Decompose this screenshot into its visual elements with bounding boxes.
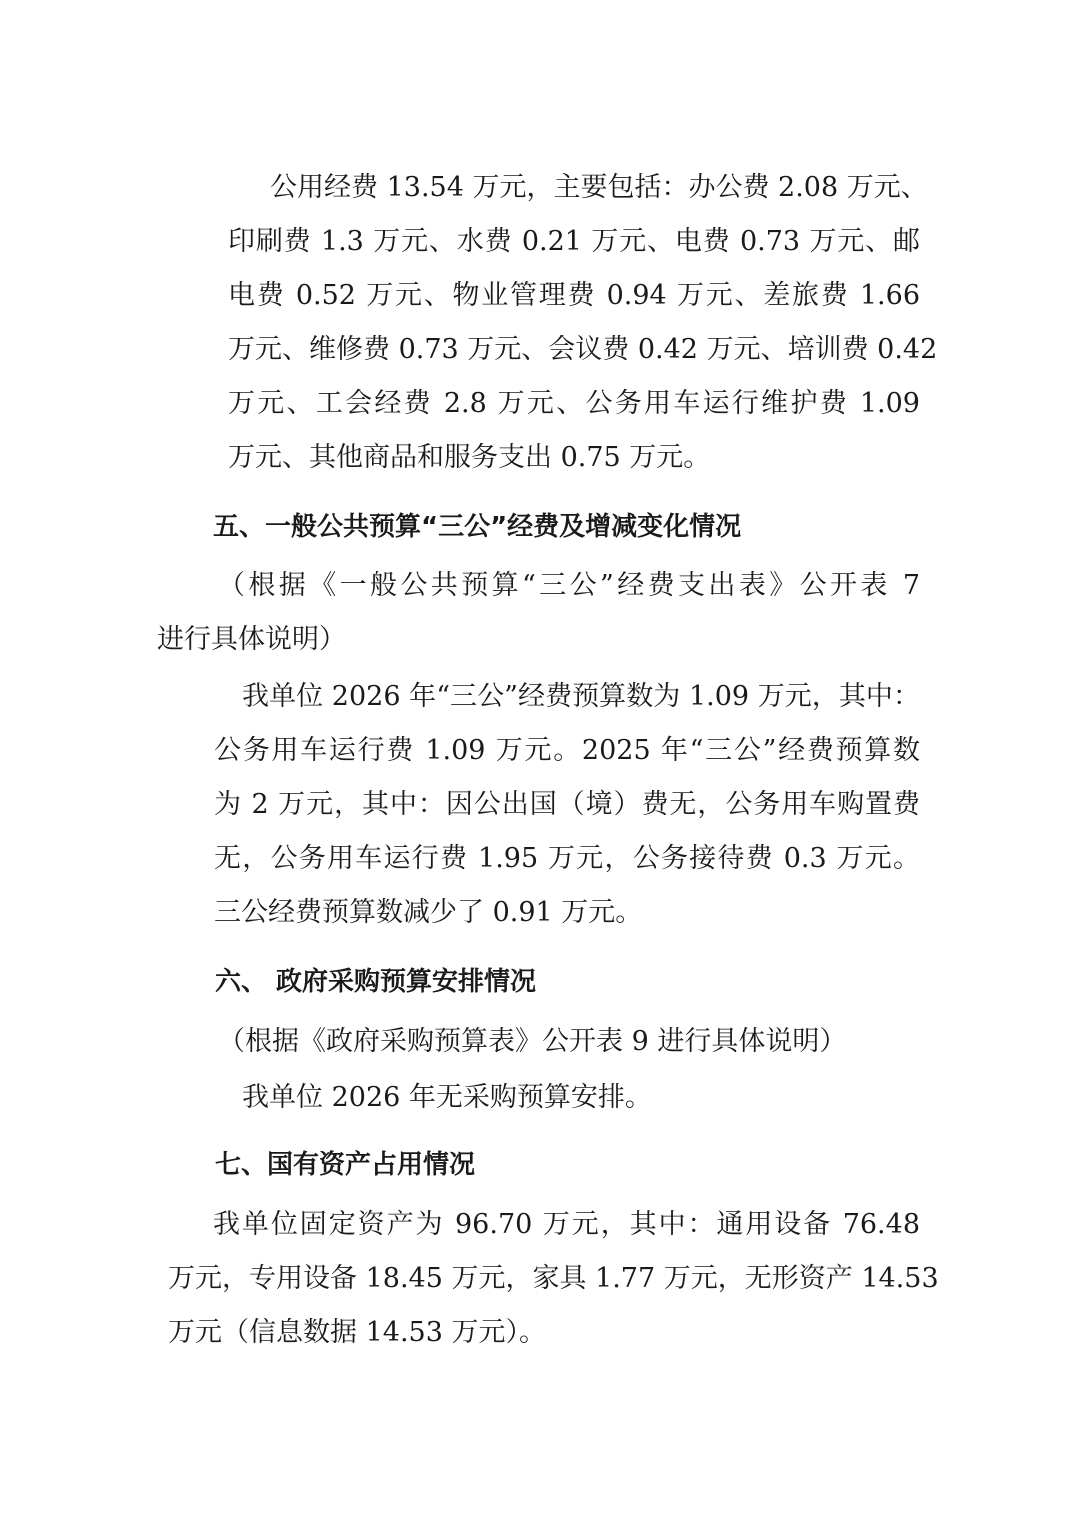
section-5-body-line: 公务用车运行费 1.09 万元。2025 年“三公”经费预算数 [214,735,920,766]
text-line: 印刷费 1.3 万元、水费 0.21 万元、电费 0.73 万元、邮 [228,226,920,257]
text-line: 万元、其他商品和服务支出 0.75 万元。 [228,442,711,473]
text-line: 电费 0.52 万元、物业管理费 0.94 万元、差旅费 1.66 [228,280,920,311]
section-6-note: （根据《政府采购预算表》公开表 9 进行具体说明） [218,1026,847,1057]
section-5-note-line: （根据《一般公共预算“三公”经费支出表》公开表 7 [218,570,920,601]
section-5-body-line: 为 2 万元，其中：因公出国（境）费无，公务用车购置费 [214,789,920,820]
section-5-body-line: 我单位 2026 年“三公”经费预算数为 1.09 万元，其中： [242,681,920,712]
section-7-body-line: 我单位固定资产为 96.70 万元，其中：通用设备 76.48 [213,1209,920,1240]
section-5-heading: 五、一般公共预算“三公”经费及增减变化情况 [213,512,742,542]
text-line: 公用经费 13.54 万元，主要包括：办公费 2.08 万元、 [270,172,928,203]
section-6-body: 我单位 2026 年无采购预算安排。 [242,1082,652,1113]
section-7-heading: 七、国有资产占用情况 [215,1150,476,1180]
section-5-body-line: 无，公务用车运行费 1.95 万元，公务接待费 0.3 万元。 [214,843,920,874]
section-7-body-line: 万元，专用设备 18.45 万元，家具 1.77 万元，无形资产 14.53 [168,1263,939,1294]
text-line: 万元、维修费 0.73 万元、会议费 0.42 万元、培训费 0.42 [228,334,938,365]
section-6-heading: 六、 政府采购预算安排情况 [215,967,537,997]
section-5-body-line: 三公经费预算数减少了 0.91 万元。 [214,897,643,928]
section-5-note-line: 进行具体说明） [157,624,346,655]
section-7-body-line: 万元（信息数据 14.53 万元）。 [168,1317,546,1348]
text-line: 万元、工会经费 2.8 万元、公务用车运行维护费 1.09 [228,388,920,419]
